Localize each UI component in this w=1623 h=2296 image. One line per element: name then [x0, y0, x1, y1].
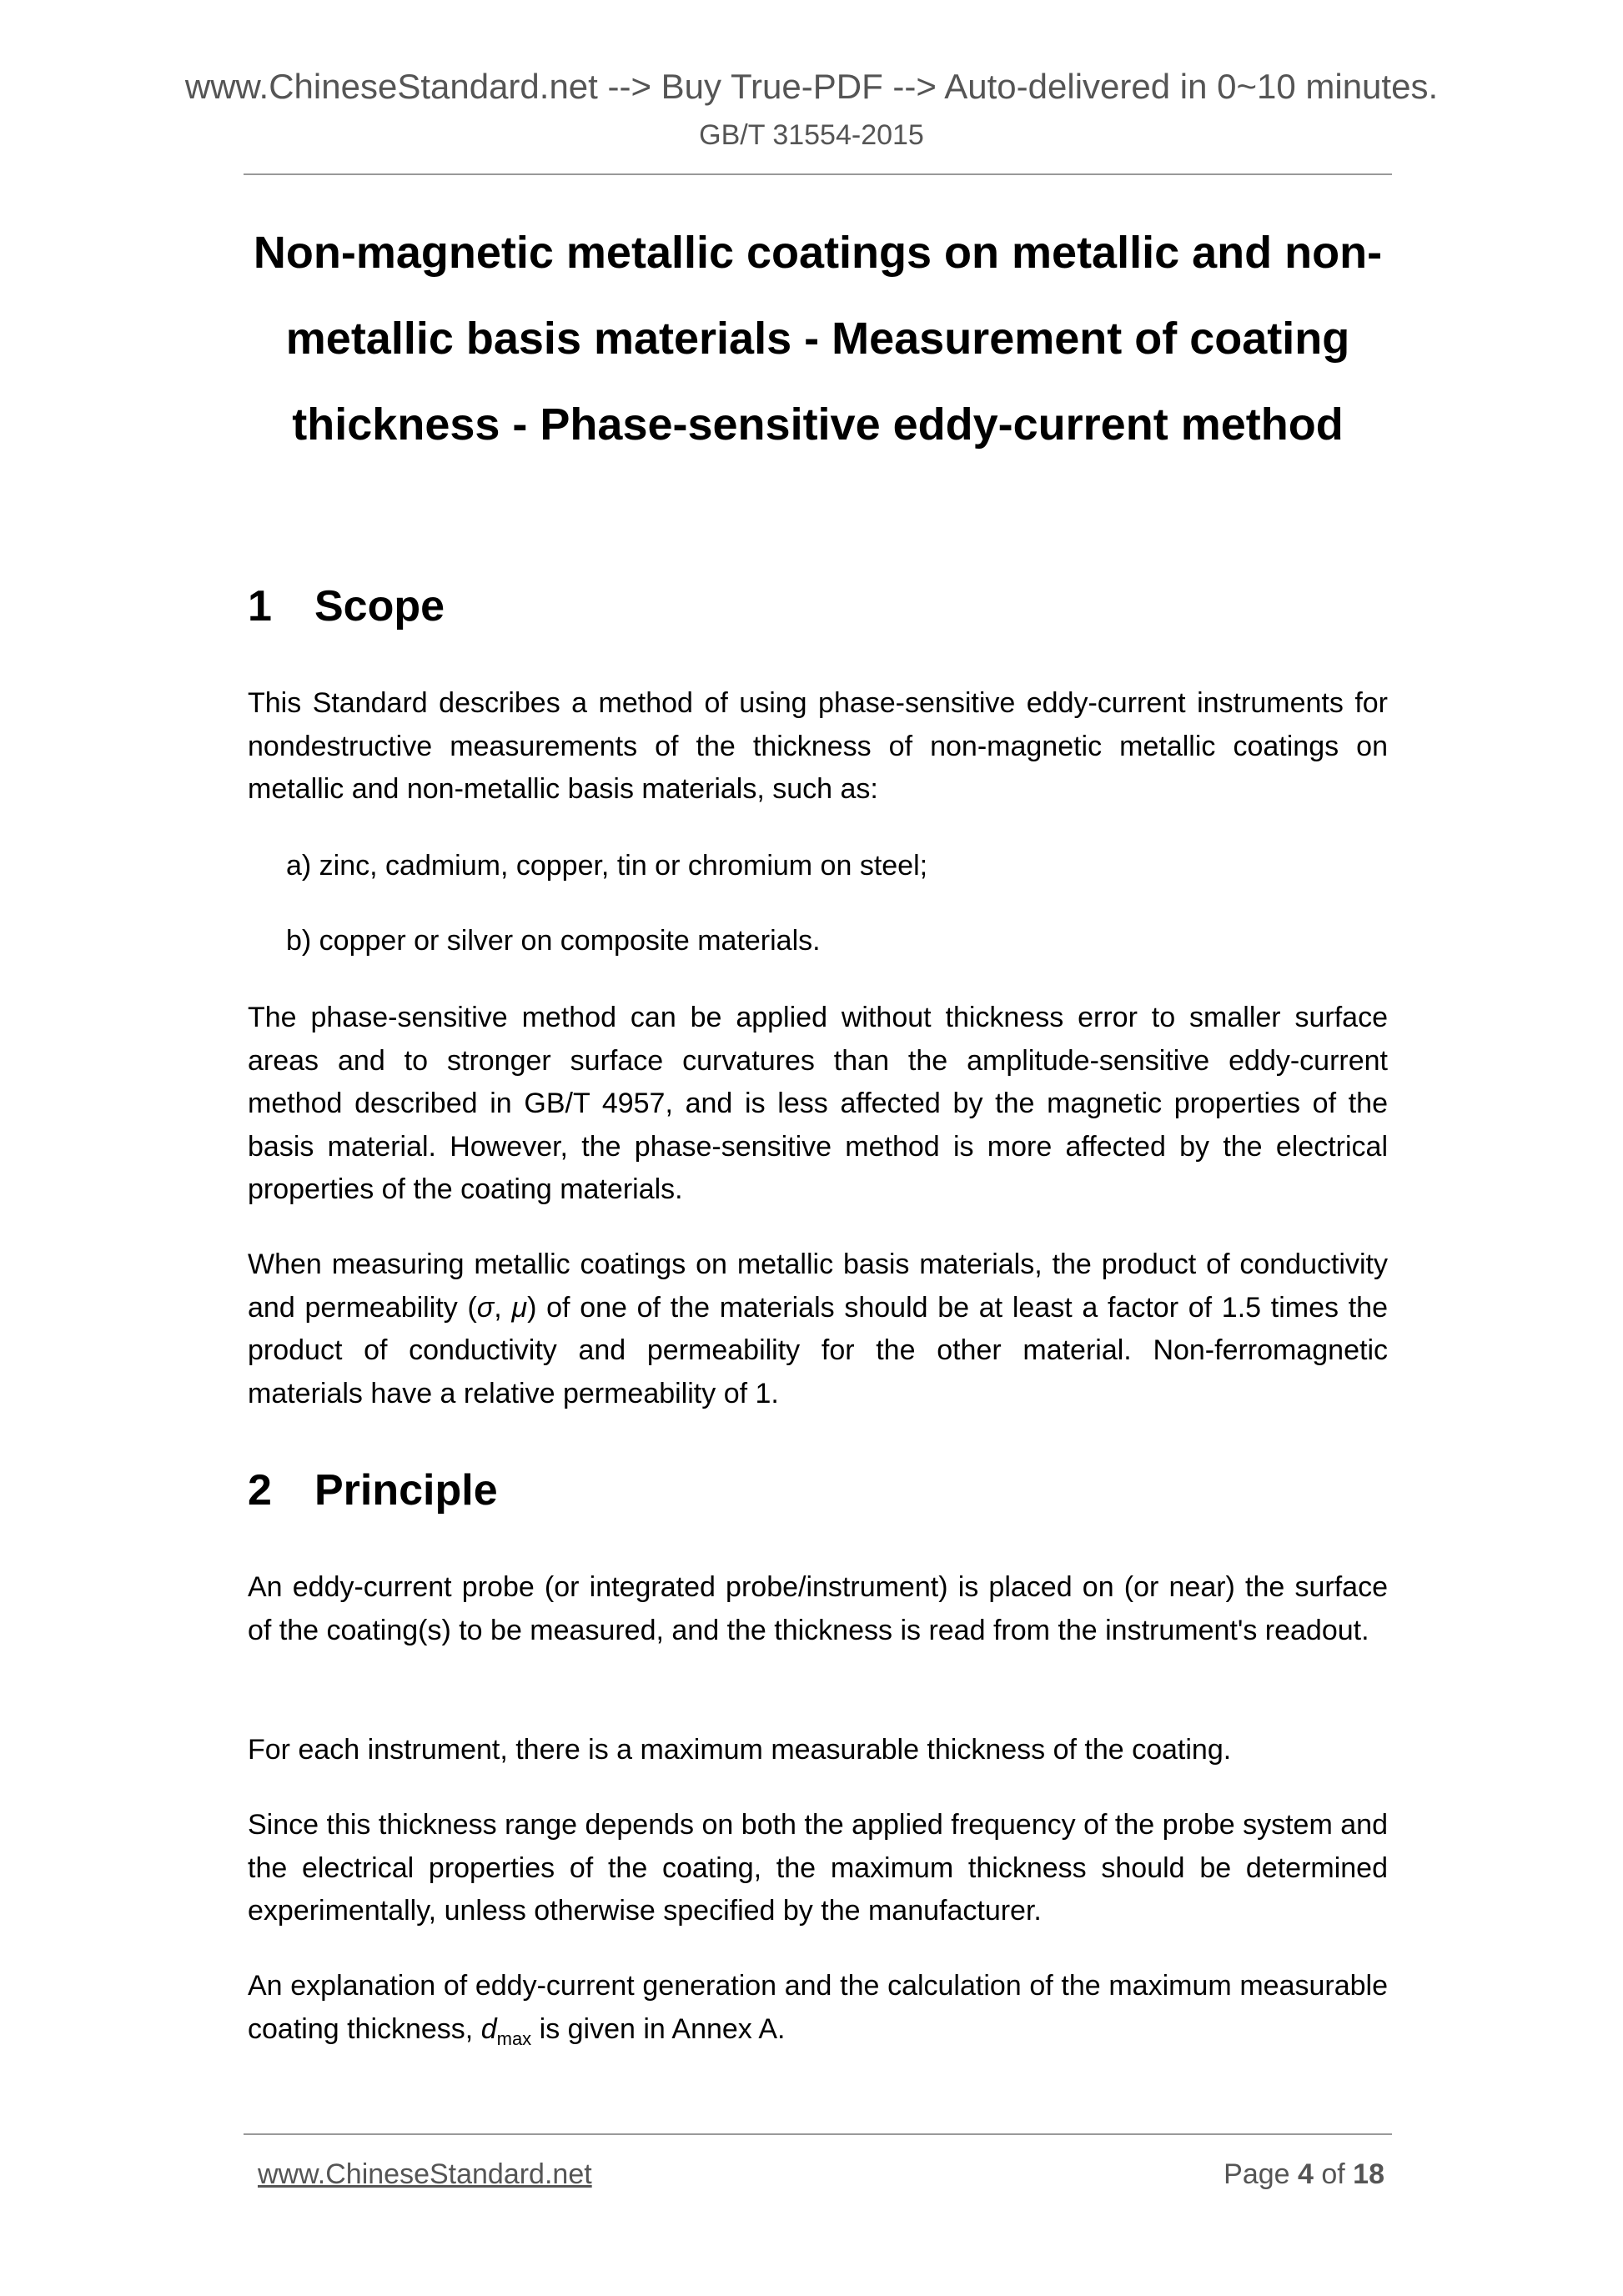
scope-paragraph-3 — [248, 1243, 1388, 1415]
standard-number: GB/T 31554-2015 — [699, 119, 924, 151]
page-indicator — [1224, 2158, 1384, 2191]
header-divider — [244, 173, 1392, 175]
footer-divider — [244, 2133, 1392, 2135]
header-banner: www.ChineseStandard.net --> Buy True-PDF --> Auto-delivered in 0~10 minutes. — [184, 67, 1439, 106]
list-item: b) copper or silver on composite materials. — [286, 925, 821, 957]
section-heading-scope — [248, 581, 445, 631]
subscript-max: max — [496, 2027, 532, 2049]
section-title: Principle — [314, 1466, 498, 1515]
principle-paragraph-2: For each instrument, there is a maximum measurable thickness of the coating. — [248, 1734, 1232, 1766]
variable-d: d — [480, 2012, 497, 2045]
text: , — [494, 1291, 512, 1324]
principle-paragraph-4 — [248, 1965, 1388, 2060]
current-page: 4 — [1298, 2158, 1314, 2190]
text: Page — [1224, 2158, 1298, 2190]
sigma-symbol: σ — [476, 1291, 495, 1324]
scope-paragraph-2: The phase-sensitive method can be applied without thickness error to smaller surface areas and to stronger surface curvatures than the amplitude-sensitive eddy-current method described in GB/T 4957, and is less affected by the magnetic properties of the basis material. However, the phase-sensitive method is more affected by the electrical properties of the coating materials. — [248, 1002, 1388, 1205]
section-number: 2 — [248, 1466, 272, 1515]
text: ) of one of the materials should be at least a factor of 1.5 times the product of conductivity and permeability for the other material. Non-ferromagnetic materials have a relative permeability of 1. — [248, 1291, 1388, 1409]
text: of — [1313, 2158, 1354, 2190]
mu-symbol: μ — [511, 1291, 528, 1324]
section-heading-principle — [248, 1465, 498, 1515]
section-title: Scope — [314, 582, 445, 631]
text: An explanation of eddy-current generation and the calculation of the maximum measurable coating thickness, — [248, 1970, 1388, 2045]
scope-paragraph-1: This Standard describes a method of using phase-sensitive eddy-current instruments for nondestructive measurements of the thickness of non-magnetic metallic coatings on metallic and non-metallic basis materials, such as: — [248, 687, 1388, 805]
document-title: Non-magnetic metallic coatings on metallic and non-metallic basis materials - Measurement of coating thickness - Phase-sensitive eddy-current method — [253, 228, 1383, 450]
text: is given in Annex A. — [531, 2012, 786, 2045]
total-pages: 18 — [1353, 2158, 1384, 2190]
section-number: 1 — [248, 582, 272, 631]
footer-link[interactable]: www.ChineseStandard.net — [258, 2158, 592, 2190]
text: When measuring metallic coatings on metallic basis materials, the product of conductivity and permeability ( — [248, 1248, 1388, 1324]
principle-paragraph-1: An eddy-current probe (or integrated probe/instrument) is placed on (or near) the surface of the coating(s) to be measured, and the thickness is read from the instrument's readout. — [248, 1571, 1388, 1646]
list-item: a) zinc, cadmium, copper, tin or chromium on steel; — [286, 850, 928, 882]
principle-paragraph-3: Since this thickness range depends on both the applied frequency of the probe system and the electrical properties of the coating, the maximum thickness should be determined experimentally, unless otherwise specified by the manufacturer. — [248, 1809, 1388, 1927]
